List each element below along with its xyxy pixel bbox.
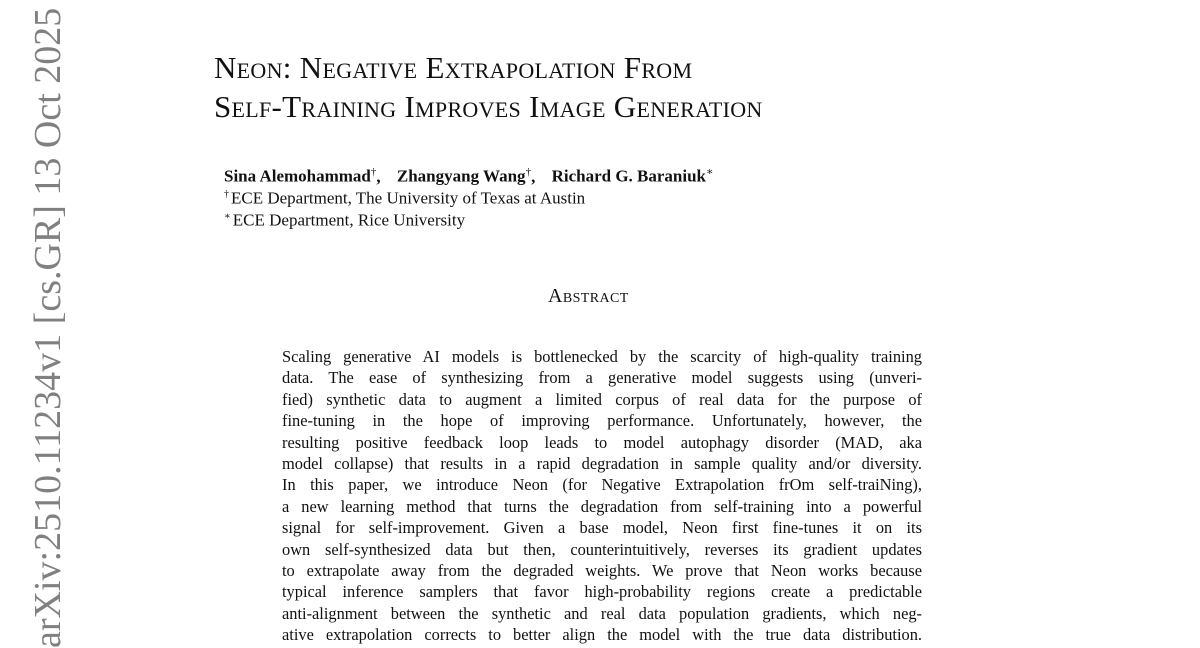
abstract-line: fine-tuning in the hope of improving performance. Unfortunately, however, the [282,411,922,431]
abstract-line: a new learning method that turns the degradation from self-training into a powerful [282,496,922,516]
author-affiliation-mark: ∗ [706,166,714,178]
abstract-line: resulting positive feedback loop leads to model autophagy disorder (MAD, aka [282,432,922,452]
abstract-line: ative extrapolation corrects to better align the model with the true data distribution. [282,625,922,645]
author-name: Richard G. Baraniuk [551,166,707,186]
abstract-line: typical inference samplers that favor high-probability regions create a predictable [282,582,922,602]
abstract-body [282,346,922,646]
abstract-line: Scaling generative AI models is bottlenecked by the scarcity of high-quality training [282,347,922,366]
abstract-line: In this paper, we introduce Neon (for Negative Extrapolation frOm self-traiNing), [282,475,922,495]
affiliation-text: ECE Department, Rice University [232,210,466,230]
affiliation [224,206,465,232]
paper-title-line-2: Self-Training Improves Image Generation [214,89,763,124]
author-separator: , [531,166,536,186]
abstract-heading: Abstract [548,285,629,307]
abstract-line: signal for self-improvement. Given a base model, Neon first fine-tunes it on its [282,518,922,538]
abstract-line: to extrapolate away from the degraded weights. We prove that Neon works because [282,561,922,581]
affiliation-mark: † [224,189,229,200]
author-name: Zhangyang Wang [396,166,526,186]
author-separator: , [376,166,381,186]
affiliation-text: ECE Department, The University of Texas at Austin [231,188,586,208]
author-affiliation-mark: † [370,166,377,178]
abstract-line: fied) synthetic data to augment a limited corpus of real data for the purpose of [282,389,922,409]
abstract-line: own self-synthesized data but then, counterintuitively, reverses its gradient updates [282,539,922,559]
author-affiliation-mark: † [525,166,532,178]
paper-title-line-1: Neon: Negative Extrapolation From [214,50,693,85]
arxiv-identifier-stamp: arXiv:2510.11234v1 [cs.GR] 13 Oct 2025 [27,7,69,648]
abstract-line: anti-alignment between the synthetic and real data population gradients, which neg- [282,603,922,623]
paper-title [214,48,974,126]
abstract-line: model collapse) that results in a rapid degradation in sample quality and/or diversity. [282,454,922,474]
affiliation-mark: ∗ [224,211,231,222]
author-name: Sina Alemohammad [224,166,371,186]
abstract-line: data. The ease of synthesizing from a generative model suggests using (unveri- [282,368,922,388]
